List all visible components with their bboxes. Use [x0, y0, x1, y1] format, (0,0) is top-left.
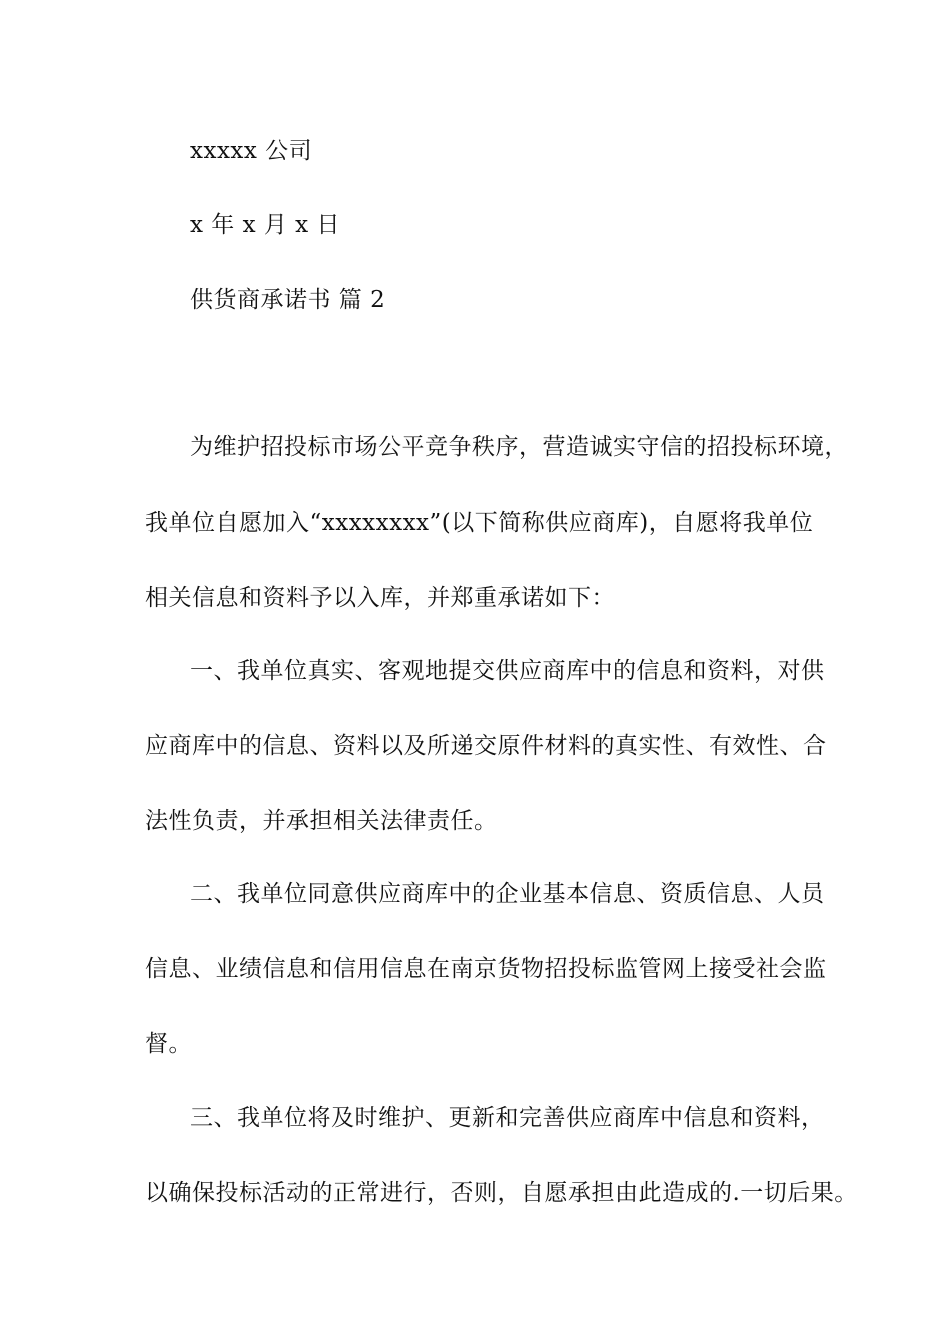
document-title: 供货商承诺书 篇 2: [190, 287, 386, 313]
paragraph-2-line-1: 一、我单位真实、客观地提交供应商库中的信息和资料，对供: [190, 658, 825, 684]
paragraph-2-line-2: 应商库中的信息、资料以及所递交原件材料的真实性、有效性、合: [145, 733, 827, 759]
paragraph-1-line-2: 我单位自愿加入“xxxxxxxx”(以下简称供应商库)，自愿将我单位: [145, 510, 814, 536]
paragraph-3-line-1: 二、我单位同意供应商库中的企业基本信息、资质信息、人员: [190, 881, 825, 907]
paragraph-3-line-2: 信息、业绩信息和信用信息在南京货物招投标监管网上接受社会监: [145, 956, 827, 982]
paragraph-1-line-3: 相关信息和资料予以入库，并郑重承诺如下：: [145, 585, 615, 611]
company-name: xxxxx 公司: [190, 138, 313, 164]
paragraph-3-line-3: 督。: [145, 1031, 192, 1057]
paragraph-2-line-3: 法性负责，并承担相关法律责任。: [145, 808, 498, 834]
document-date: x 年 x 月 x 日: [190, 212, 340, 238]
paragraph-1-line-1: 为维护招投标市场公平竞争秩序，营造诚实守信的招投标环境，: [190, 434, 848, 460]
paragraph-4-line-1: 三、我单位将及时维护、更新和完善供应商库中信息和资料，: [190, 1105, 825, 1131]
paragraph-4-line-2: 以确保投标活动的正常进行，否则，自愿承担由此造成的.一切后果。: [145, 1180, 858, 1206]
